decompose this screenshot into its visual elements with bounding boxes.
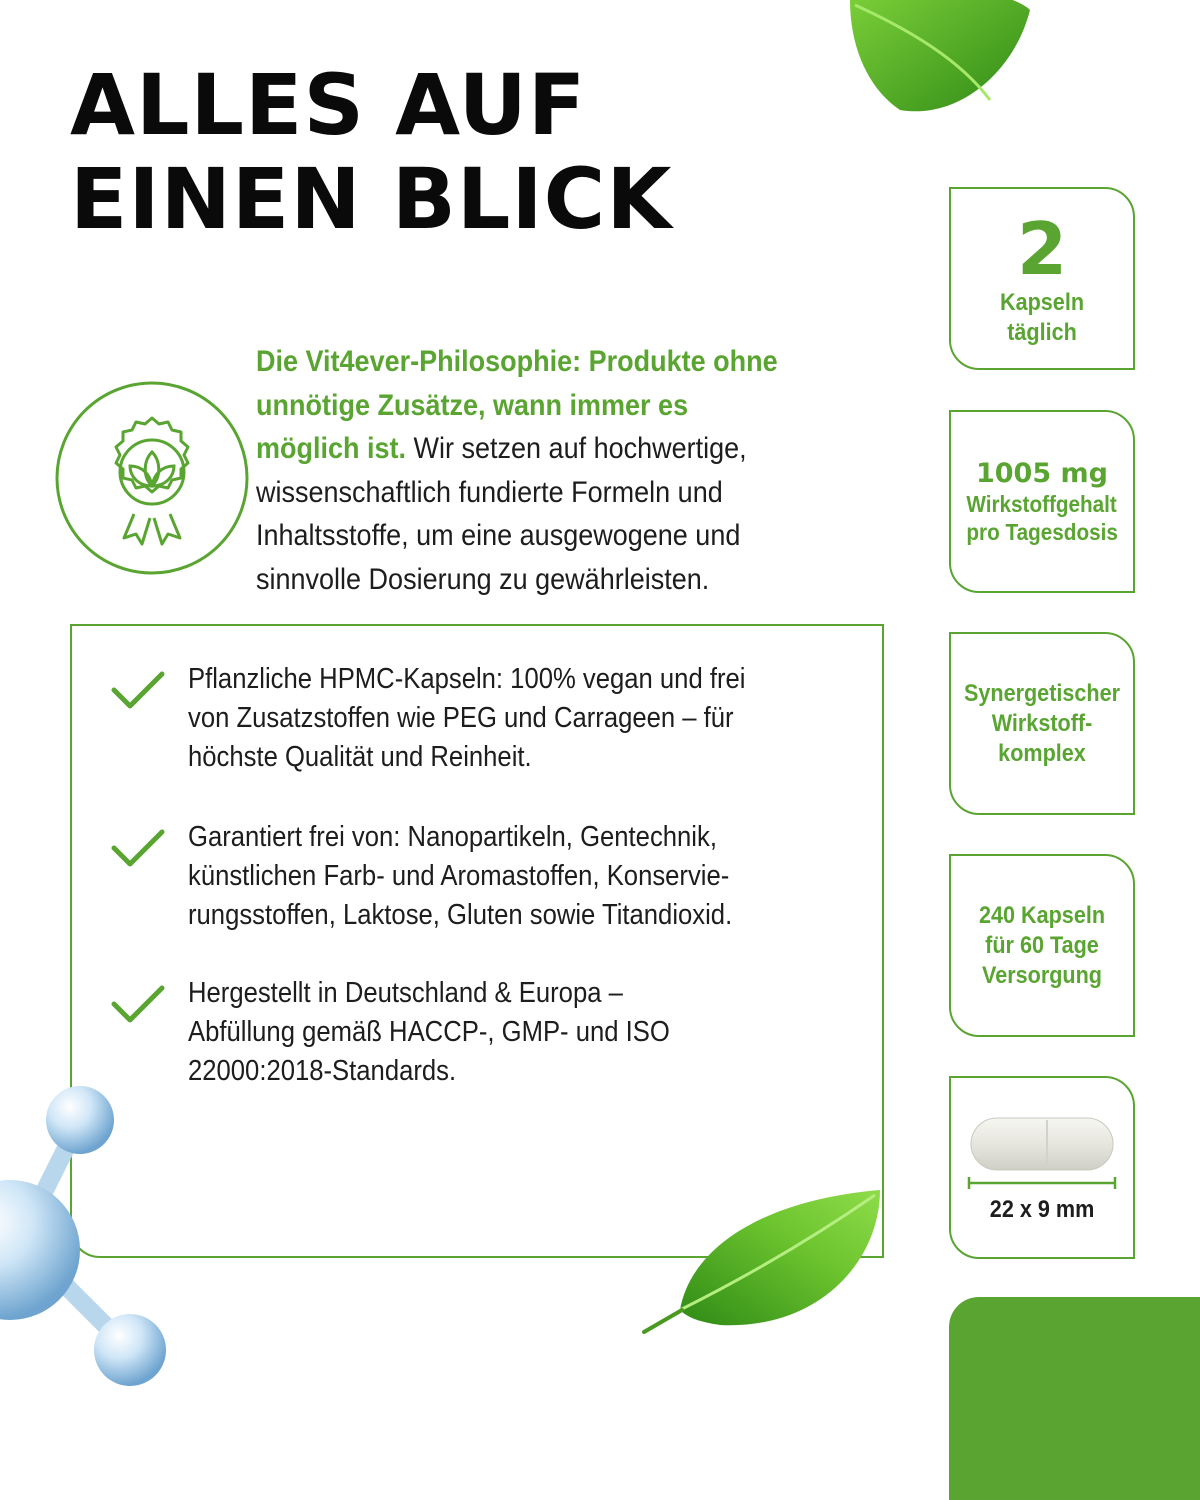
title-line-2: EINEN BLICK bbox=[70, 150, 673, 248]
philosophy-accent: Die Vit4ever-Philosophie: Produkte ohne unnötige Zusätze, wann immer es möglich ist. bbox=[256, 345, 778, 465]
title-line-1: ALLES AUF bbox=[70, 56, 587, 154]
philosophy-body: Wir setzen auf hochwertige, wissenschaftlich fundierte Formeln und Inhaltsstoffe, um eine ausgewogene und sinnvolle Dosierung zu gewährleisten. bbox=[256, 432, 747, 596]
stat-complex bbox=[949, 632, 1135, 815]
dose-label-2: pro Tagesdosis bbox=[966, 518, 1118, 545]
feature-text: Hergestellt in Deutschland & Europa – Abfüllung gemäß HACCP-, GMP- und ISO 22000:2018-Standards. bbox=[188, 977, 670, 1087]
stat-capsule-size bbox=[949, 1076, 1135, 1259]
capsules-label: Kapseln täglich bbox=[999, 288, 1085, 346]
stat-capsules-daily bbox=[949, 187, 1135, 370]
capsule-icon bbox=[967, 1112, 1117, 1176]
check-icon bbox=[108, 824, 168, 874]
molecule-decoration-icon bbox=[0, 1080, 180, 1420]
philosophy-text bbox=[256, 340, 796, 601]
capsules-number: 2 bbox=[1016, 206, 1068, 291]
page-title bbox=[70, 58, 672, 246]
leaf-decoration-bottom-icon bbox=[640, 1160, 900, 1360]
feature-text: Pflanzliche HPMC-Kapseln: 100% vegan und frei von Zusatzstoffen wie PEG und Carrageen – für höchste Qualität und Reinheit. bbox=[188, 663, 746, 773]
feature-text: Garantiert frei von: Nanopartikeln, Gentechnik, künstlichen Farb- und Aromastoffen, Konservie- rungsstoffen, Laktose, Gluten sowie Titandioxid. bbox=[188, 821, 733, 931]
quality-badge-leaf-icon bbox=[52, 378, 252, 578]
check-icon bbox=[108, 666, 168, 716]
accent-block bbox=[949, 1297, 1200, 1500]
dose-label-1: Wirkstoffgehalt bbox=[966, 490, 1118, 517]
supply-label: 240 Kapseln für 60 Tage Versorgung bbox=[978, 901, 1106, 989]
capsule-size-label: 22 x 9 mm bbox=[989, 1195, 1095, 1223]
leaf-decoration-top-icon bbox=[840, 0, 1040, 130]
check-icon bbox=[108, 980, 168, 1030]
stat-supply bbox=[949, 854, 1135, 1037]
dose-value: 1005 mg bbox=[975, 457, 1108, 489]
complex-label: Synergetischer Wirkstoff-komplex bbox=[963, 679, 1121, 767]
stat-dose bbox=[949, 410, 1135, 593]
dimension-line-icon bbox=[967, 1176, 1117, 1190]
